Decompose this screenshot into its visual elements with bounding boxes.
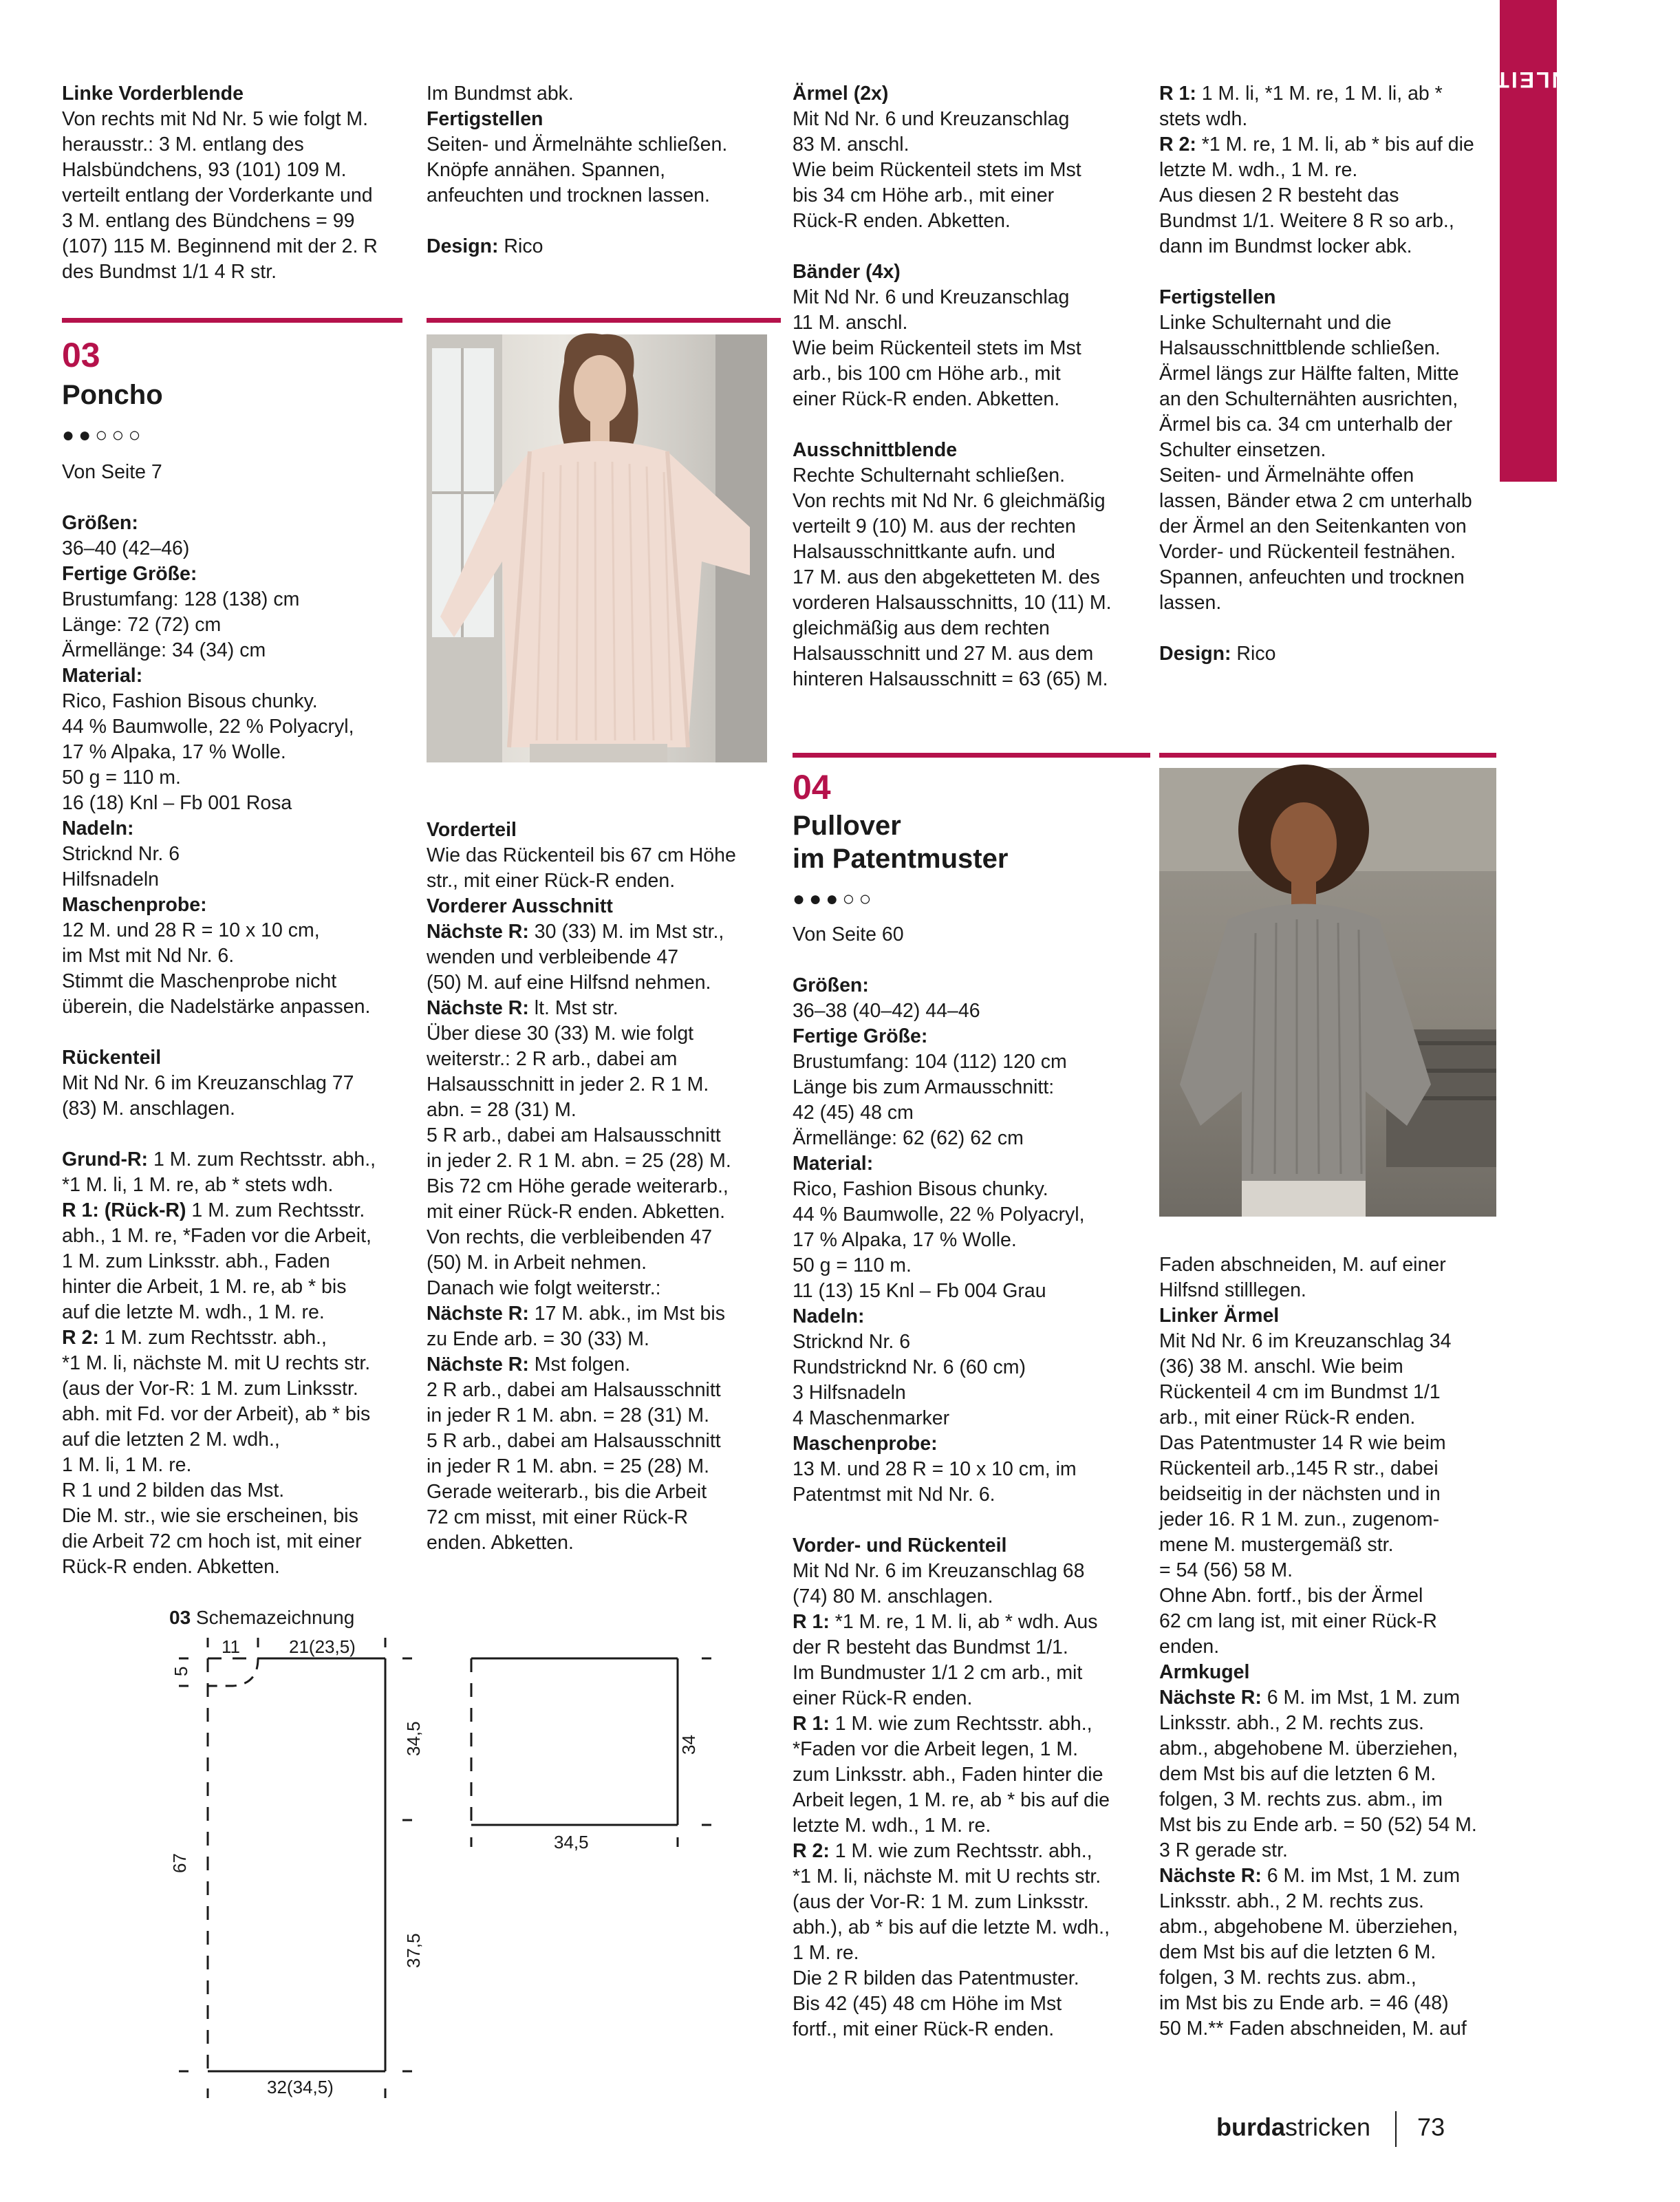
finished-label: Fertige Größe: (793, 1025, 928, 1047)
brand-name: burda (1216, 2113, 1286, 2141)
photo-illustration (1159, 768, 1496, 1217)
front-label: Vorderteil (427, 819, 517, 841)
row-1: R 1: (Rück-R) 1 M. zum Rechtsstr. abh., 1 M. re, *Faden vor die Arbeit, 1 M. zum Linksstr. abh., Faden hinter die Arbeit, 1 M. re, ab * bis auf die letzte M. wdh., 1 M. re. (62, 1199, 371, 1323)
from-page: Von Seite 60 (793, 923, 904, 945)
pullover-photo (1159, 768, 1496, 1217)
row-1a: R 1: *1 M. re, 1 M. li, ab * wdh. Aus der R besteht das Bundmst 1/1. Im Bundmuster 1/1 2 cm arb., mit einer Rück-R enden. (793, 1611, 1098, 1709)
sizes-label: Größen: (62, 512, 138, 534)
difficulty-rating: ●●○○○ (62, 424, 145, 447)
material-label: Material: (62, 665, 143, 687)
bind-off-line: Im Bundmst abk. (427, 83, 574, 105)
row-1b: R 1: 1 M. wie zum Rechtsstr. abh., *Faden vor die Arbeit legen, 1 M. zum Linksstr. abh., Faden hinter die Arbeit legen, 1 M. re, ab * bis auf die letzte M. wdh., 1 M. re. (793, 1713, 1110, 1837)
design-credit: Design: Rico (427, 235, 543, 257)
difficulty-rating: ●●●○○ (793, 888, 876, 910)
body-text: Mit Nd Nr. 6 im Kreuzanschlag 68 (74) 80 M. anschlagen. (793, 1560, 1085, 1607)
dim-label: 32(34,5) (267, 2077, 334, 2097)
heading-left-placket: Linke Vorderblende (62, 83, 244, 105)
column-2-top (427, 81, 771, 259)
next-row-4: Nächste R: Mst folgen. 2 R arb., dabei am Halsausschnitt in jeder R 1 M. abn. = 28 (31) M. 5 R arb., dabei am Halsausschnitt in jeder R 1 M. abn. = 25 (28) M. Gerade weiterarb., bis die Arbeit 72 cm misst, mit einer Rück-R enden. Abketten. (427, 1354, 721, 1554)
left-sleeve-label: Linker Ärmel (1159, 1305, 1280, 1327)
section-rule-04 (793, 753, 1150, 758)
schematic-drawing (165, 1631, 729, 2106)
gauge-label: Maschenprobe: (793, 1433, 938, 1455)
column-3-top (793, 81, 1150, 692)
next-row-2: Nächste R: 6 M. im Mst, 1 M. zum Linksstr. abh., 2 M. rechts zus. abm., abgehobene M. überziehen, dem Mst bis auf die letzten 6 M. folgen, 3 M. rechts zus. abm., im Mst bis zu Ende arb. = 46 (48) 50 M.** Faden abschneiden, M. auf (1159, 1865, 1467, 2040)
row-2: R 2: 1 M. wie zum Rechtsstr. abh., *1 M. li, nächste M. mit U rechts str. (aus der Vor-R: 1 M. zum Linksstr. abh.), ab * bis auf die letzte M. wdh., 1 M. re. Die 2 R bilden das Patentmuster. Bis 42 (45) 48 cm Höhe im Mst fortf., mit einer Rück-R enden. (793, 1840, 1110, 2040)
column-4-top (1159, 81, 1489, 667)
section-rule-03-b (427, 318, 781, 323)
dim-label: 37,5 (403, 1933, 424, 1968)
gauge-label: Maschenprobe: (62, 894, 207, 916)
neck-label: Vorderer Ausschnitt (427, 895, 613, 917)
finished-value: Brustumfang: 104 (112) 120 cm Länge bis zum Armausschnitt: 42 (45) 48 cm Ärmellänge: 62 (62) 62 cm (793, 1051, 1067, 1149)
dim-label: 34,5 (554, 1832, 589, 1852)
text-left-placket: Von rechts mit Nd Nr. 5 wie folgt M. herausstr.: 3 M. entlang des Halsbündchens, 93 (101) 109 M. verteilt entlang der Vorderkante und 3 M. entlang des Bündchens = 99 (107) 115 M. Beginnend mit der 2. R des Bundmst 1/1 4 R str. (62, 108, 378, 283)
column-1-top (62, 81, 406, 285)
row-1: R 1: 1 M. li, *1 M. re, 1 M. li, ab * stets wdh. (1159, 83, 1443, 130)
needles-value: Stricknd Nr. 6 Hilfsnadeln (62, 843, 180, 890)
design-credit: Design: Rico (1159, 643, 1276, 665)
pattern-number: 04 (793, 768, 831, 806)
column-2-body (427, 817, 784, 1556)
body-label: Vorder- und Rückenteil (793, 1535, 1007, 1557)
intro-text: Faden abschneiden, M. auf einer Hilfsnd stilllegen. (1159, 1254, 1446, 1301)
finished-value: Brustumfang: 128 (138) cm Länge: 72 (72) cm Ärmellänge: 34 (34) cm (62, 588, 300, 661)
poncho-photo (427, 334, 767, 762)
pattern-title-line2: im Patentmuster (793, 844, 1009, 874)
next-row-2: Nächste R: lt. Mst str. Über diese 30 (33) M. wie folgt weiterstr.: 2 R arb., dabei am Halsausschnitt in jeder 2. R 1 M. abn. = 28 (31) M. 5 R arb., dabei am Halsausschnitt in jeder 2. R 1 M. abn. = 25 (28) M. Bis 72 cm Höhe gerade weiterarb., mit einer Rück-R enden. Abketten. Von rechts, die verbleibenden 47 (50) M. in Arbeit nehmen. Danach wie folgt weiterstr.: (427, 997, 731, 1299)
pattern-04 (793, 768, 1150, 2042)
footer-separator (1395, 2111, 1397, 2147)
dim-label: 21(23,5) (289, 1636, 356, 1657)
sleeves-label: Ärmel (2x) (793, 83, 889, 105)
needles-label: Nadeln: (62, 817, 134, 840)
needles-value: Stricknd Nr. 6 Rundstricknd Nr. 6 (60 cm) 3 Hilfsnadeln 4 Maschenmarker (793, 1331, 1026, 1429)
next-row-1: Nächste R: 6 M. im Mst, 1 M. zum Linksstr. abh., 2 M. rechts zus. abm., abgehobene M. überziehen, dem Mst bis auf die letzten 6 M. folgen, 3 M. rechts zus. abm., im Mst bis zu Ende arb. = 50 (52) 54 M. 3 R gerade str. (1159, 1687, 1477, 1861)
next-row-3: Nächste R: 17 M. abk., im Mst bis zu Ende arb. = 30 (33) M. (427, 1303, 725, 1350)
dim-label: 11 (222, 1636, 240, 1657)
material-label: Material: (793, 1153, 874, 1175)
neckband-label: Ausschnittblende (793, 439, 958, 461)
ties-label: Bänder (4x) (793, 261, 901, 283)
schematic-caption: 03 Schemazeichnung (169, 1607, 355, 1628)
needles-label: Nadeln: (793, 1305, 865, 1327)
sleeves-text: Mit Nd Nr. 6 und Kreuzanschlag 83 M. anschl. Wie beim Rückenteil stets im Mst bis 34 cm Höhe arb., mit einer Rück-R enden. Abketten. (793, 108, 1081, 232)
back-value: Mit Nd Nr. 6 im Kreuzanschlag 77 (83) M. anschlagen. (62, 1072, 354, 1120)
dim-label: 34,5 (403, 1721, 424, 1756)
neckband-text: Rechte Schulternaht schließen. Von rechts mit Nd Nr. 6 gleichmäßig verteilt 9 (10) M. aus der rechten Halsausschnittkante aufn. und 17 M. aus den abgeketteten M. des vorderen Halsausschnitts, 10 (11) M. gleichmäßig aus dem rechten Halsausschnitt und 27 M. aus dem hinteren Halsausschnitt = 63 (65) M. (793, 464, 1112, 690)
back-label: Rückenteil (62, 1047, 162, 1069)
section-rule-04-b (1159, 753, 1496, 758)
page-number: 73 (1417, 2113, 1445, 2141)
dim-label: 67 (169, 1853, 190, 1873)
finishing-text: Linke Schulternaht und die Halsausschnittblende schließen. Ärmel längs zur Hälfte falten, Mitte an den Schulternähten ausrichten, Ärmel bis ca. 34 cm unterhalb der Schulter einsetzen. Seiten- und Ärmelnähte offen lassen, Bänder etwa 2 cm unterhalb der Ärmel an den Seitenkanten von Vorder- und Rückenteil festnähen. Spannen, anfeuchten und trocknen lassen. (1159, 312, 1472, 614)
dim-label: 34 (678, 1735, 699, 1755)
sleeve-cap-label: Armkugel (1159, 1661, 1250, 1683)
row-grund: Grund-R: 1 M. zum Rechtsstr. abh., *1 M. li, 1 M. re, ab * stets wdh. (62, 1148, 376, 1196)
finishing-label: Fertigstellen (1159, 286, 1276, 308)
section-tab: STRICKANLEITUNGEN (1500, 0, 1557, 482)
gauge-value: 12 M. und 28 R = 10 x 10 cm, im Mst mit Nd Nr. 6. Stimmt die Maschenprobe nicht überein, die Nadelstärke anpassen. (62, 919, 371, 1018)
ties-text: Mit Nd Nr. 6 und Kreuzanschlag 11 M. anschl. Wie beim Rückenteil stets im Mst arb., bis 100 cm Höhe arb., mit einer Rück-R enden. Abketten. (793, 286, 1081, 410)
finishing-text: Seiten- und Ärmelnähte schließen. Knöpfe annähen. Spannen, anfeuchten und trocknen lassen. (427, 133, 728, 206)
material-value: Rico, Fashion Bisous chunky. 44 % Baumwolle, 22 % Polyacryl, 17 % Alpaka, 17 % Wolle. 50 g = 110 m. 16 (18) Knl – Fb 001 Rosa (62, 690, 354, 814)
photo-illustration (427, 334, 767, 762)
next-row-1: Nächste R: 30 (33) M. im Mst str., wenden und verbleibende 47 (50) M. auf eine Hilfsnd nehmen. (427, 921, 724, 994)
section-rule-03 (62, 318, 402, 323)
pattern-number: 03 (62, 336, 100, 374)
sizes-label: Größen: (793, 974, 869, 996)
finished-label: Fertige Größe: (62, 563, 197, 585)
row-2: R 2: 1 M. zum Rechtsstr. abh., *1 M. li, nächste M. mit U rechts str. (aus der Vor-R: 1 M. zum Linksstr. abh. mit Fd. vor der Arbeit), ab * bis auf die letzten 2 M. wdh., 1 M. li, 1 M. re. R 1 und 2 bilden das Mst. Die M. str., wie sie erscheinen, bis die Arbeit 72 cm hoch ist, mit einer Rück-R enden. Abketten. (62, 1327, 371, 1578)
front-text: Wie das Rückenteil bis 67 cm Höhe str., mit einer Rück-R enden. (427, 844, 736, 892)
row-2: R 2: *1 M. re, 1 M. li, ab * bis auf die letzte M. wdh., 1 M. re. Aus diesen 2 R besteht das Bundmst 1/1. Weitere 8 R so arb., dann im Bundmst locker abk. (1159, 133, 1474, 257)
gauge-value: 13 M. und 28 R = 10 x 10 cm, im Patentmst mit Nd Nr. 6. (793, 1458, 1077, 1506)
page-footer (1216, 2111, 1445, 2147)
finishing-label: Fertigstellen (427, 108, 543, 130)
dim-label: 5 (171, 1666, 191, 1676)
left-sleeve-text: Mit Nd Nr. 6 im Kreuzanschlag 34 (36) 38 M. anschl. Wie beim Rückenteil 4 cm im Bundmst 1/1 arb., mit einer Rück-R enden. Das Patentmuster 14 R wie beim Rückenteil arb.,145 R str., dabei beidseitig in der nächsten und in jeder 16. R 1 M. zun., zugenom- mene M. mustergemäß str. = 54 (56) 58 M. Ohne Abn. fortf., bis der Ärmel 62 cm lang ist, mit einer Rück-R enden. (1159, 1330, 1452, 1658)
pattern-03 (62, 336, 406, 1580)
from-page: Von Seite 7 (62, 461, 162, 483)
column-4-body (1159, 1252, 1489, 2042)
sizes-value: 36–38 (40–42) 44–46 (793, 1000, 980, 1022)
pattern-title: Poncho (62, 380, 163, 410)
pattern-title-line1: Pullover (793, 811, 901, 841)
sizes-value: 36–40 (42–46) (62, 537, 190, 559)
material-value: Rico, Fashion Bisous chunky. 44 % Baumwolle, 22 % Polyacryl, 17 % Alpaka, 17 % Wolle. 50 g = 110 m. 11 (13) 15 Knl – Fb 004 Grau (793, 1178, 1085, 1302)
brand-suffix: stricken (1285, 2113, 1371, 2141)
